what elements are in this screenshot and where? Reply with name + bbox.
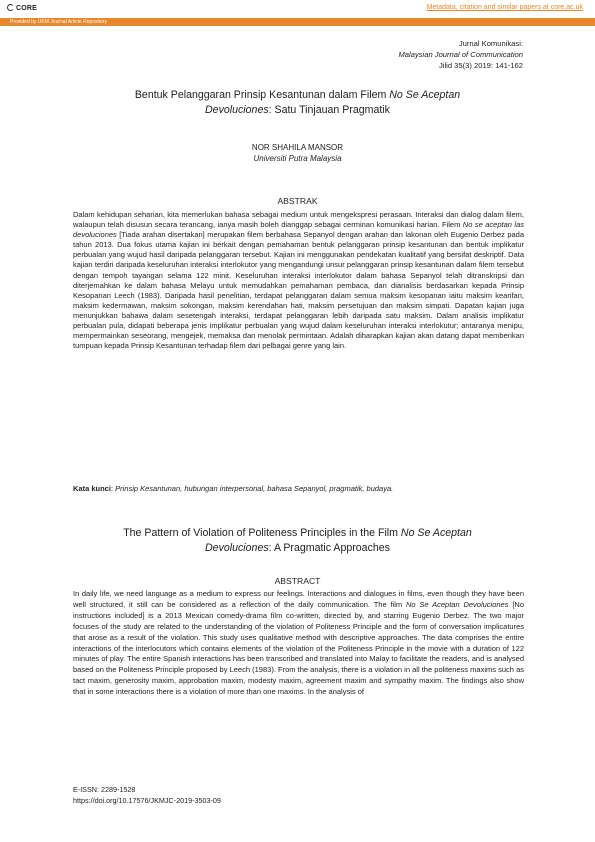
repository-provider-text[interactable]: Provided by UKM Journal Article Repository bbox=[10, 19, 107, 25]
keywords-label: Kata kunci bbox=[73, 484, 111, 493]
abstract-body: In daily life, we need language as a medium to express our feelings. Interactions and dialogues in films, even though they have been well structured, it still can be considered as a reflection of the daily communication. The film No Se Aceptan Devoluciones [No instructions included] is a 2013 Mexican comedy-drama film co-written, directed by, and starring Eugenio Derbez. The two major focuses of the study are related to the understanding of the violation of Politeness Principle and the form of conversation implicatures that arose as a result of the violation. This study uses qualitative method with descriptive approaches. The data comprises the entire interactions of the interlocutors which contains elements of the violation of the Politeness Principle in the movie with a duration of 122 minutes of play. The entire Spanish interactions has been transcribed and translated into Malay to facilitate the readers, and is analysed based on the Politeness Principle proposed by Leech (1983). From the analysis, there is a violation in all the politeness maxims such as tact maxim, generosity maxim, approbation maxim, modesty maxim, agreement maxim and sympathy maxim. The findings also show that in some interactions there is a violation of more than one maxims. In the analysis of bbox=[73, 589, 524, 697]
core-logo-icon bbox=[7, 4, 14, 11]
abstrak-heading: ABSTRAK bbox=[277, 196, 318, 206]
keywords-text: Prinsip Kesantunan, hubungan interpersonal, bahasa Sepanyol, pragmatik, budaya. bbox=[115, 484, 394, 493]
journal-volume: Jilid 35(3) 2019: 141-162 bbox=[438, 61, 523, 70]
journal-name: Jurnal Komunikasi: bbox=[458, 39, 523, 48]
keywords-line: Kata kunci: Prinsip Kesantunan, hubungan interpersonal, bahasa Sepanyol, pragmatik, budaya. bbox=[73, 484, 394, 493]
doi-link[interactable]: https://doi.org/10.17576/JKMJC-2019-3503-09 bbox=[73, 796, 221, 805]
eissn: E-ISSN: 2289-1528 bbox=[73, 785, 136, 794]
english-title: The Pattern of Violation of Politeness Principles in the Film No Se Aceptan Devoluciones: A Pragmatic Approaches bbox=[123, 527, 472, 554]
footer-identifiers bbox=[73, 784, 221, 806]
abstract-heading: ABSTRACT bbox=[274, 576, 321, 586]
core-logo[interactable]: CORE bbox=[7, 4, 37, 12]
abstrak-body: Dalam kehidupan seharian, kita memerlukan bahasa sebagai medium untuk mengekspresi perasaan. Interaksi dan dialog dalam filem, walaupun telah disusun secara terancang, ianya masih boleh dianggap sebagai cerminan komunikasi harian. Filem No se aceptan las devoluciones [Tiada arahan disertakan] merupakan filem berbahasa Sepanyol dengan arahan dan lakonan oleh Eugenio Derbez pada tahun 2013. Dua fokus utama kajian ini berkait dengan pemahaman bentuk pelanggaran prinsip kesantunan dan bentuk implikatur perbualan yang wujud hasil daripada pelanggaran tersebut. Kajian ini menggunakan pendekatan kualitatif yang bersifat deskriptif. Data kajian terdiri daripada keseluruhan interaksi interlokutor yang mengandungi unsur pelanggaran prinsip kesantunan dalam filem tersebut dengan tempoh tayangan selama 122 minit. Keseluruhan interaksi interlokutor dalam bahasa Sepanyol telah ditranskripsi dan diterjemahkan ke dalam bahasa Melayu untuk memudahkan pemahaman pembaca, dan dianalisis berdasarkan kepada Prinsip Kesopanan Leech (1983). Daripada hasil penelitian, terdapat pelanggaran dalam semua maksim kesopanan iaitu maksim kearifan, maksim kedermawan, maksim sokongan, maksim kerendahan hati, maksim persetujuan dan maksim simpati. Dapatan kajian juga menunjukkan bahawa dalam sesetengah interaksi, terdapat pelanggaran lebih daripada satu maksim. Dalam analisis implikatur perbualan pula, didapati beberapa jenis implikatur perbualan yang wujud dalam keseluruhan interaksi interlokutur; antaranya menipu, mempermainkan seseorang, mengejek, memaksa dan menolak permintaan. Adalah diharapkan kajian akan datang dapat memberikan tumpuan kepada Prinsip Kesantunan terhadap filem dari pelbagai genre yang lain. bbox=[73, 210, 524, 351]
repository-provider-bar bbox=[0, 18, 595, 26]
author-affiliation: Universiti Putra Malaysia bbox=[253, 154, 342, 163]
journal-info bbox=[398, 38, 523, 71]
core-metadata-link[interactable]: Metadata, citation and similar papers at core.ac.uk bbox=[426, 4, 583, 11]
author-name: NOR SHAHILA MANSOR bbox=[251, 143, 344, 152]
core-header-bar bbox=[0, 0, 595, 18]
malay-title: Bentuk Pelanggaran Prinsip Kesantunan dalam Filem No Se Aceptan Devoluciones: Satu Tinjauan Pragmatik bbox=[134, 89, 461, 116]
journal-subtitle: Malaysian Journal of Communication bbox=[398, 50, 523, 59]
